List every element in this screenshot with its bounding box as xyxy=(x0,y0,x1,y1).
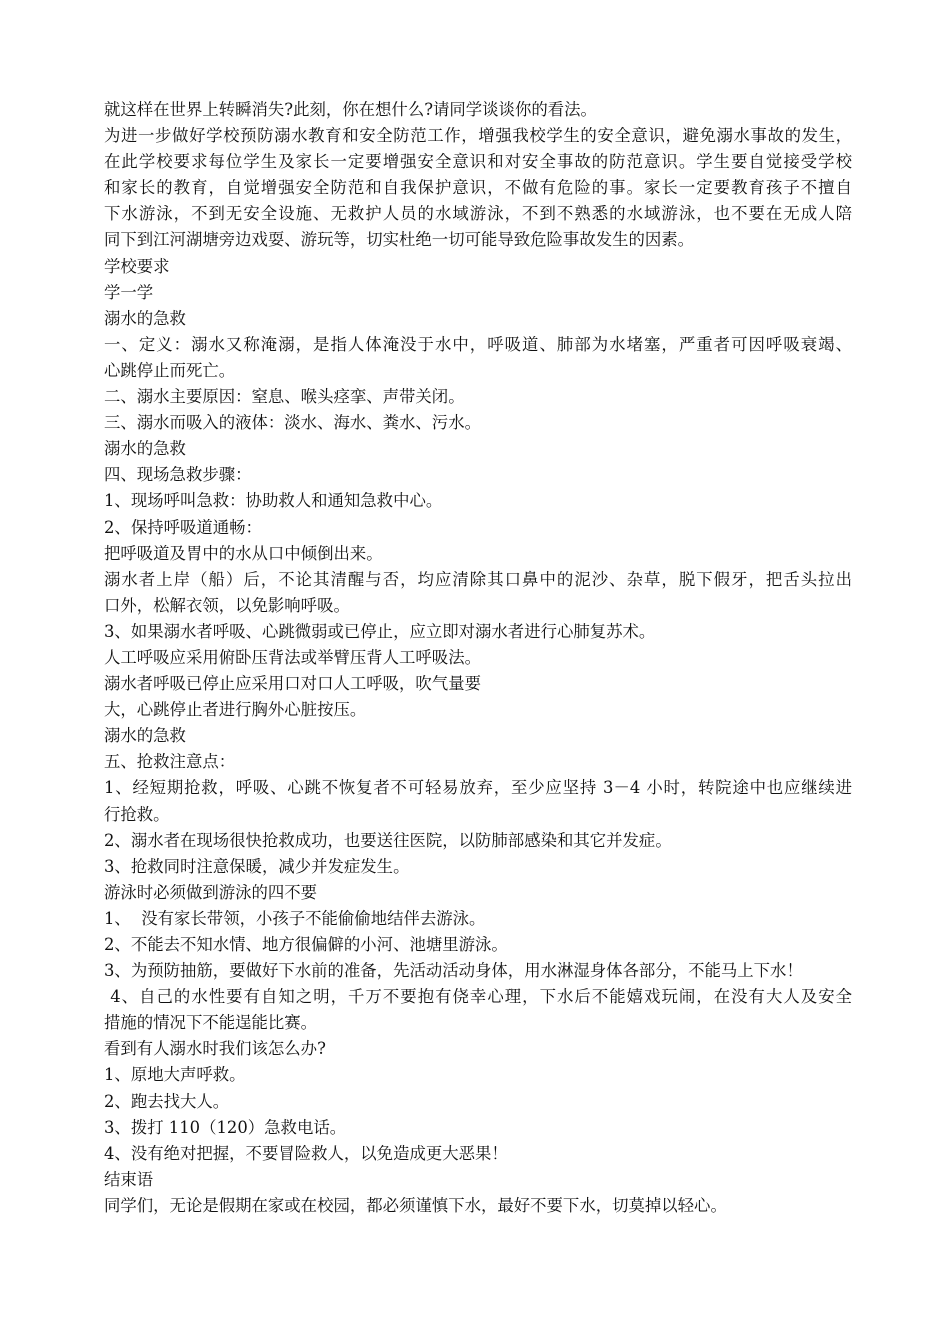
list-item: 1、经短期抢救，呼吸、心跳不恢复者不可轻易放弃，至少应坚持 3－4 小时，转院途中也应继续进 xyxy=(104,778,852,798)
list-item: 2、不能去不知水情、地方很偏僻的小河、池塘里游泳。 xyxy=(104,935,508,954)
text-line: 四、现场急救步骤： xyxy=(104,465,252,485)
text-line: 大，心跳停止者进行胸外心脏按压。 xyxy=(104,700,367,720)
text-line: 把呼吸道及胃中的水从口中倾倒出来。 xyxy=(104,543,383,563)
list-item: 1、现场呼叫急救：协助救人和通知急救中心。 xyxy=(104,491,443,511)
list-item: 4、自己的水性要有自知之明，千万不要抱有侥幸心理，下水后不能嬉戏玩闹，在没有大人及安全 xyxy=(104,987,852,1007)
text-line: 下水游泳，不到无安全设施、无救护人员的水域游泳，不到不熟悉的水域游泳，也不要在无成人陪 xyxy=(104,204,852,224)
list-item: 1、原地大声呼救。 xyxy=(104,1065,246,1085)
text-line: 二、溺水主要原因：窒息、喉头痉挛、声带关闭。 xyxy=(104,387,465,407)
list-item: 2、溺水者在现场很快抢救成功，也要送往医院，以防肺部感染和其它并发症。 xyxy=(104,830,672,850)
list-item: 3、为预防抽筋，要做好下水前的准备，先活动活动身体，用水淋湿身体各部分，不能马上下水！ xyxy=(104,961,803,981)
text-line: 心跳停止而死亡。 xyxy=(104,360,236,380)
text-line: 同下到江河湖塘旁边戏耍、游玩等，切实杜绝一切可能导致危险事故发生的因素。 xyxy=(104,230,695,250)
text-line: 和家长的教育，自觉增强安全防范和自我保护意识，不做有危险的事。家长一定要教育孩子不擅自 xyxy=(104,178,852,198)
section-heading: 结束语 xyxy=(104,1169,154,1189)
text-line: 就这样在世界上转瞬消失?此刻，你在想什么?请同学谈谈你的看法。 xyxy=(104,100,597,119)
section-heading: 溺水的急救 xyxy=(104,308,186,328)
text-line: 行抢救。 xyxy=(104,804,170,824)
text-line: 措施的情况下不能逞能比赛。 xyxy=(104,1013,318,1033)
section-heading: 学校要求 xyxy=(104,256,170,276)
section-heading: 学一学 xyxy=(104,282,154,302)
document-body xyxy=(104,97,852,1219)
text-line: 同学们，无论是假期在家或在校园，都必须谨慎下水，最好不要下水，切莫掉以轻心。 xyxy=(104,1195,727,1215)
list-item: 2、跑去找大人。 xyxy=(104,1091,230,1111)
list-item: 1、 没有家长带领，小孩子不能偷偷地结伴去游泳。 xyxy=(104,908,486,928)
text-line: 一、定义：溺水又称淹溺，是指人体淹没于水中，呼吸道、肺部为水堵塞，严重者可因呼吸衰竭、 xyxy=(104,334,852,354)
list-item: 4、没有绝对把握，不要冒险救人，以免造成更大恶果！ xyxy=(104,1143,508,1163)
list-item: 3、拨打 110（120）急救电话。 xyxy=(104,1117,347,1137)
list-item: 3、如果溺水者呼吸、心跳微弱或已停止，应立即对溺水者进行心肺复苏术。 xyxy=(104,621,656,641)
list-item: 2、保持呼吸道通畅： xyxy=(104,517,262,537)
section-heading: 游泳时必须做到游泳的四不要 xyxy=(104,882,318,902)
section-heading: 溺水的急救 xyxy=(104,439,186,459)
text-line: 三、溺水而吸入的液体：淡水、海水、粪水、污水。 xyxy=(104,413,481,433)
section-heading: 看到有人溺水时我们该怎么办? xyxy=(104,1039,326,1059)
text-line: 溺水者上岸（船）后，不论其清醒与否，均应清除其口鼻中的泥沙、杂草，脱下假牙，把舌头拉出 xyxy=(104,569,852,589)
text-line: 口外，松解衣领，以免影响呼吸。 xyxy=(104,595,350,615)
text-line: 在此学校要求每位学生及家长一定要增强安全意识和对安全事故的防范意识。学生要自觉接受学校 xyxy=(104,152,852,172)
text-line: 五、抢救注意点： xyxy=(104,752,236,772)
section-heading: 溺水的急救 xyxy=(104,726,186,746)
text-line: 溺水者呼吸已停止应采用口对口人工呼吸，吹气量要 xyxy=(104,674,481,694)
text-line: 为进一步做好学校预防溺水教育和安全防范工作，增强我校学生的安全意识，避免溺水事故的发生， xyxy=(104,126,852,146)
list-item: 3、抢救同时注意保暖，减少并发症发生。 xyxy=(104,856,410,876)
text-line: 人工呼吸应采用俯卧压背法或举臂压背人工呼吸法。 xyxy=(104,647,481,667)
